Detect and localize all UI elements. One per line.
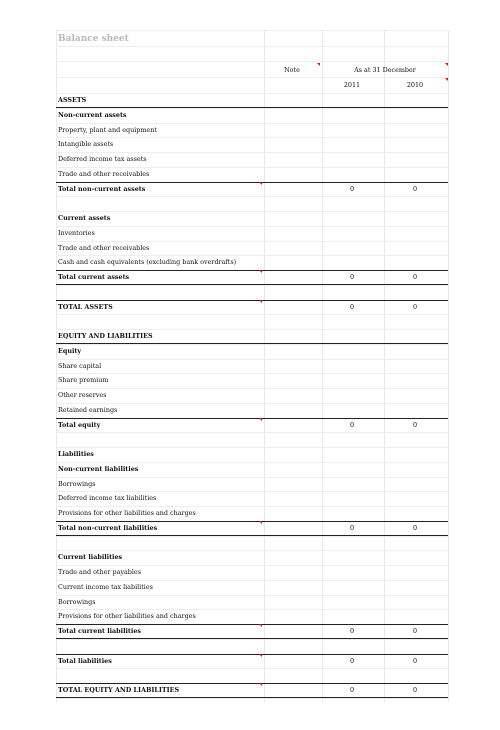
- row-label: Equity: [58, 346, 82, 355]
- value-2010: 0: [412, 686, 418, 694]
- grid-line: [56, 359, 448, 360]
- row-label: Other reserves: [58, 391, 107, 399]
- value-2010: 0: [412, 656, 418, 665]
- row-label: Share premium: [58, 376, 109, 385]
- sheet-title: Balance sheet: [58, 34, 129, 44]
- table-row: [56, 418, 448, 433]
- value-2011: 0: [349, 523, 355, 532]
- row-label: Total current assets: [58, 273, 130, 281]
- grid-line: [56, 388, 448, 389]
- row-label: Current liabilities: [58, 553, 123, 562]
- comment-marker-icon[interactable]: [317, 63, 320, 66]
- value-2010: 0: [412, 523, 418, 532]
- row-label: Provisions for other liabilities and charges: [58, 509, 196, 517]
- grid-line: [56, 167, 448, 168]
- grid-line: [56, 93, 448, 94]
- value-2011: 0: [349, 302, 355, 311]
- row-label: ASSETS: [58, 96, 87, 104]
- comment-marker-icon[interactable]: [259, 683, 262, 686]
- grid-line: [56, 61, 448, 62]
- value-2010: 0: [412, 420, 418, 429]
- grid-line: [56, 536, 448, 537]
- value-2011: 0: [349, 273, 355, 281]
- table-row: [56, 182, 448, 197]
- grid-line: [56, 314, 448, 315]
- value-2010: 0: [412, 302, 418, 311]
- grid-line: [56, 329, 448, 330]
- value-2010: 0: [412, 273, 418, 281]
- row-label: Non-current liabilities: [58, 464, 139, 473]
- grid-line: [56, 123, 448, 124]
- grid-line: [56, 698, 448, 699]
- year-2010-header: 2010: [406, 81, 424, 89]
- row-label: Trade and other receivables: [58, 169, 150, 178]
- grid-line: [56, 477, 448, 478]
- table-row: [56, 388, 448, 403]
- row-label: [58, 196, 262, 211]
- grid-line: [56, 255, 448, 256]
- table-row: [56, 226, 448, 241]
- row-label: [58, 432, 262, 447]
- comment-marker-icon[interactable]: [259, 182, 262, 185]
- row-label: Retained earnings: [58, 405, 118, 414]
- row-label: Current assets: [58, 214, 111, 222]
- row-label: TOTAL ASSETS: [58, 302, 113, 311]
- blank-row: [56, 432, 448, 447]
- table-row: [56, 241, 448, 256]
- value-2011: 0: [349, 420, 355, 429]
- table-row: [56, 477, 448, 492]
- grid-line: [448, 30, 449, 702]
- grid-line: [56, 609, 448, 610]
- row-label: Borrowings: [58, 479, 96, 488]
- section-rule: [56, 300, 448, 301]
- row-label: [58, 314, 262, 329]
- table-row: [56, 447, 448, 462]
- value-2011: 0: [349, 656, 355, 665]
- section-rule: [56, 624, 448, 625]
- comment-marker-icon[interactable]: [259, 418, 262, 421]
- grid-line: [56, 432, 448, 433]
- table-row: [56, 152, 448, 167]
- table-row: [56, 491, 448, 506]
- comment-marker-icon[interactable]: [445, 78, 448, 81]
- blank-row: [56, 536, 448, 551]
- table-row: [56, 506, 448, 521]
- grid-line: [56, 226, 448, 227]
- grid-line: [56, 241, 448, 242]
- section-rule: [56, 270, 448, 271]
- row-label: [58, 536, 262, 551]
- value-2010: 0: [412, 184, 418, 193]
- year-2011-header: 2011: [343, 81, 361, 89]
- comment-marker-icon[interactable]: [259, 521, 262, 524]
- blank-row: [56, 668, 448, 683]
- table-row: [56, 403, 448, 418]
- table-row: [56, 654, 448, 669]
- grid-line: [56, 285, 448, 286]
- row-label: Inventories: [58, 228, 95, 237]
- table-row: [56, 123, 448, 138]
- table-row: [56, 93, 448, 108]
- row-label: Provisions for other liabilities and charges: [58, 612, 196, 621]
- table-row: [56, 624, 448, 639]
- comment-marker-icon[interactable]: [259, 270, 262, 273]
- blank-row: [56, 314, 448, 329]
- row-label: Borrowings: [58, 597, 96, 606]
- table-row: [56, 595, 448, 610]
- grid-line: [56, 30, 448, 31]
- as-at-header: As at 31 December: [354, 66, 416, 74]
- table-row: [56, 521, 448, 536]
- row-label: Cash and cash equivalents (excluding bank overdrafts): [58, 258, 237, 267]
- row-label: Trade and other payables: [58, 568, 141, 576]
- table-row: [56, 255, 448, 270]
- table-row: [56, 580, 448, 595]
- table-row: [56, 329, 448, 344]
- row-label: Trade and other receivables: [58, 243, 150, 252]
- grid-line: [56, 77, 448, 78]
- grid-line: [56, 373, 448, 374]
- year-header-row: [56, 78, 448, 93]
- row-label: TOTAL EQUITY AND LIABILITIES: [58, 686, 180, 694]
- section-rule: [56, 521, 448, 522]
- table-row: [56, 609, 448, 624]
- section-rule: [56, 654, 448, 655]
- table-row: [56, 137, 448, 152]
- grid-line: [56, 46, 448, 47]
- row-label: Total non-current liabilities: [58, 523, 158, 532]
- table-row: [56, 462, 448, 477]
- row-label: Property, plant and equipment: [58, 125, 157, 134]
- grid-line: [56, 137, 448, 138]
- row-label: Share capital: [58, 361, 102, 370]
- table-row: [56, 373, 448, 388]
- row-label: [58, 668, 262, 683]
- row-label: Deferred income tax liabilities: [58, 494, 157, 503]
- table-row: [56, 108, 448, 123]
- grid-line: [56, 403, 448, 404]
- row-label: Total non-current assets: [58, 184, 146, 193]
- table-row: [56, 167, 448, 182]
- table-row: [56, 300, 448, 315]
- comment-marker-icon[interactable]: [259, 624, 262, 627]
- row-label: Liabilities: [58, 450, 94, 458]
- grid-line: [56, 639, 448, 640]
- table-row: [56, 211, 448, 226]
- grid-line: [56, 211, 448, 212]
- blank-row: [56, 196, 448, 211]
- section-rule: [56, 418, 448, 419]
- grid-line: [56, 550, 448, 551]
- grid-line: [56, 491, 448, 492]
- row-label: Total equity: [58, 420, 101, 429]
- table-row: [56, 683, 448, 698]
- value-2010: 0: [412, 627, 418, 635]
- comment-marker-icon[interactable]: [259, 300, 262, 303]
- table-row: [56, 550, 448, 565]
- row-label: Deferred income tax assets: [58, 155, 147, 163]
- grid-line: [56, 506, 448, 507]
- blank-row: [56, 639, 448, 654]
- row-label: [58, 639, 262, 654]
- table-row: [56, 565, 448, 580]
- row-label: Current income tax liabilities: [58, 582, 153, 591]
- comment-marker-icon[interactable]: [445, 63, 448, 66]
- grid-line: [56, 447, 448, 448]
- value-2011: 0: [349, 686, 355, 694]
- row-label: [58, 285, 262, 300]
- blank-row: [56, 285, 448, 300]
- grid-line: [56, 668, 448, 669]
- grid-line: [56, 108, 448, 109]
- title-row: [56, 32, 448, 47]
- grid-line: [56, 196, 448, 197]
- header-row: [56, 63, 448, 78]
- section-rule: [56, 683, 448, 684]
- grid-line: [56, 152, 448, 153]
- table-row: [56, 270, 448, 285]
- row-label: Total liabilities: [58, 656, 112, 665]
- value-2011: 0: [349, 184, 355, 193]
- row-label: Intangible assets: [58, 140, 114, 149]
- value-2011: 0: [349, 627, 355, 635]
- row-label: EQUITY AND LIABILITIES: [58, 332, 153, 340]
- comment-marker-icon[interactable]: [259, 654, 262, 657]
- grid-line: [56, 595, 448, 596]
- section-rule: [56, 182, 448, 183]
- grid-line: [56, 462, 448, 463]
- grid-line: [56, 580, 448, 581]
- note-header: Note: [284, 66, 300, 74]
- grid-line: [56, 565, 448, 566]
- table-row: [56, 344, 448, 359]
- grid-line: [56, 344, 448, 345]
- row-label: Non-current assets: [58, 110, 127, 119]
- row-label: Total current liabilities: [58, 627, 141, 635]
- table-row: [56, 359, 448, 374]
